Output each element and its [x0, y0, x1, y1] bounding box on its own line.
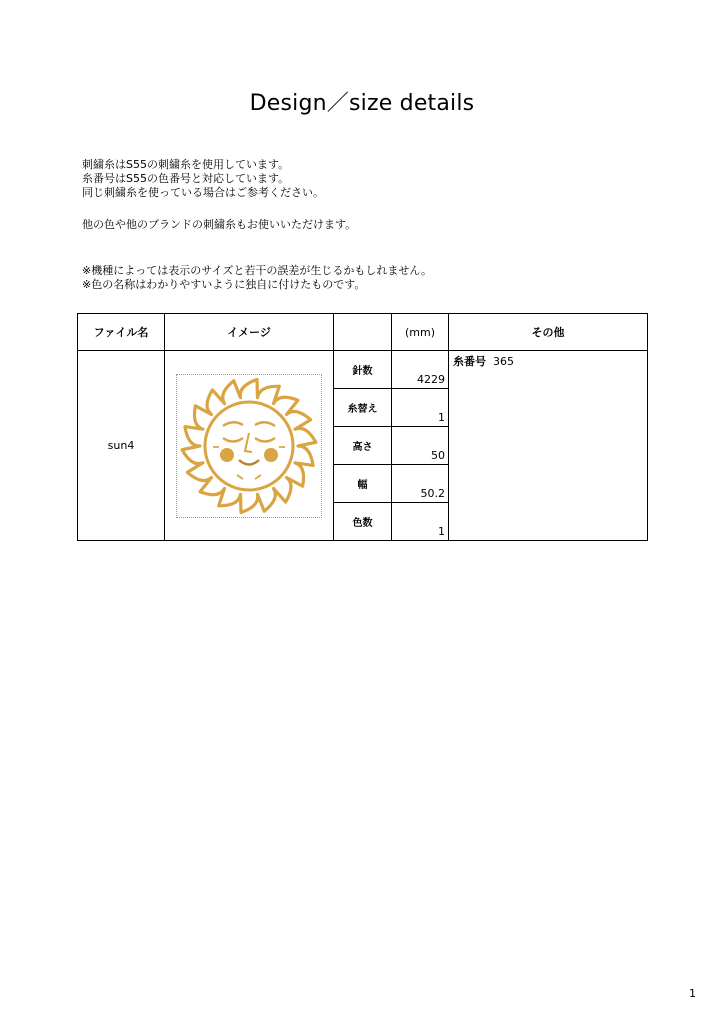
sun-embroidery-icon: [177, 375, 321, 517]
header-other: その他: [449, 314, 648, 351]
spec-value: 1: [392, 389, 449, 427]
notes-thread-info: [82, 158, 324, 200]
notes-caveats: [82, 264, 432, 292]
note-line: 同じ刺繍糸を使っている場合はご参考ください。: [82, 186, 324, 199]
header-image: イメージ: [165, 314, 334, 351]
page-title: Design／size details: [249, 91, 475, 116]
spec-value: 50.2: [392, 465, 449, 503]
notes-other-brands: [82, 218, 356, 232]
header-blank: [334, 314, 392, 351]
spec-value: 1: [392, 503, 449, 541]
spec-label: 幅: [334, 465, 392, 503]
spec-label: 色数: [334, 503, 392, 541]
spec-label: 糸替え: [334, 389, 392, 427]
table-header-row: [78, 314, 648, 351]
table-row: [78, 351, 648, 389]
spec-value: 4229: [392, 351, 449, 389]
design-image-cell: [165, 351, 334, 541]
header-unit: (mm): [392, 314, 449, 351]
note-line: 糸番号はS55の色番号と対応しています。: [82, 172, 290, 185]
spec-value: 50: [392, 427, 449, 465]
note-line: ※色の名称はわかりやすいように独自に付けたものです。: [82, 278, 366, 291]
right-cheek: [264, 448, 278, 462]
design-image-frame: [176, 374, 322, 518]
note-line: 他の色や他のブランドの刺繍糸もお使いいただけます。: [82, 218, 357, 231]
thread-number-value: 365: [493, 355, 514, 368]
file-name-cell: sun4: [78, 351, 165, 541]
note-line: 刺繍糸はS55の刺繍糸を使用しています。: [82, 158, 290, 171]
page-number: 1: [689, 987, 696, 1000]
other-info-cell: [449, 351, 648, 541]
thread-number-label: 糸番号: [453, 355, 486, 368]
design-details-table: [77, 313, 648, 541]
spec-label: 高さ: [334, 427, 392, 465]
left-cheek: [220, 448, 234, 462]
header-file-name: ファイル名: [78, 314, 165, 351]
sun-face-outline: [205, 402, 293, 490]
note-line: ※機種によっては表示のサイズと若干の誤差が生じるかもしれません。: [82, 264, 432, 277]
spec-label: 針数: [334, 351, 392, 389]
